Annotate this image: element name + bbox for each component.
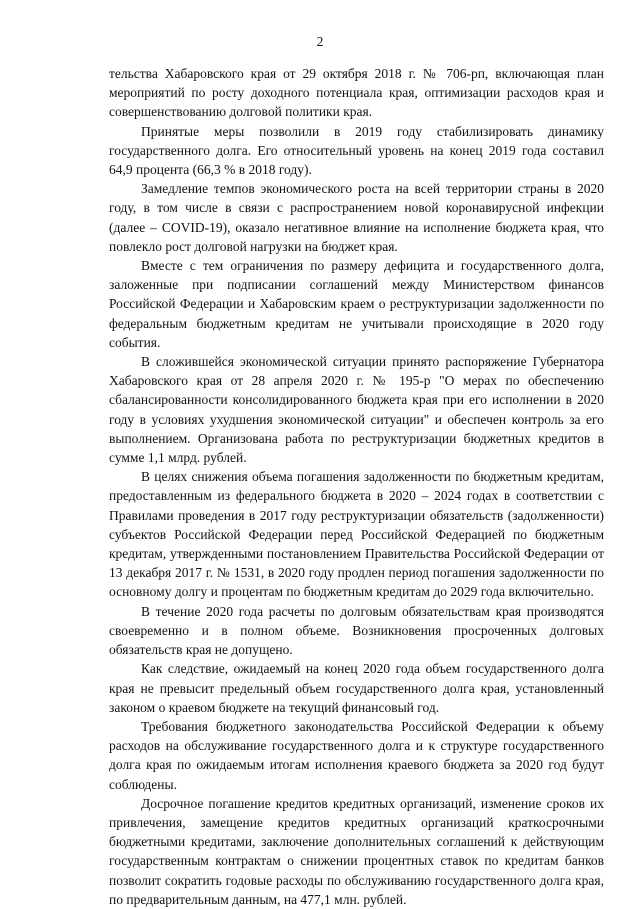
paragraph: Требования бюджетного законодательства Российской Федерации к объему расходов на обслуживание государственного долга и к структуре государственного долга края по ожидаемым итогам исполнения краевого бюджета за 2020 год будут соблюдены. <box>109 718 604 792</box>
page-number: 2 <box>316 34 324 49</box>
paragraph: Досрочное погашение кредитов кредитных организаций, изменение сроков их привлечения, замещение кредитов кредитных организаций краткосрочными бюджетными кредитами, заключение дополнительных соглашений к действующим государственным контрактам о снижении процентных ставок по кредитам банков позволит сократить годовые расходы по обслуживанию государственного долга края, по предварительным данным, на 477,1 млн. рублей. <box>109 795 604 907</box>
paragraph: В целях снижения объема погашения задолженности по бюджетным кредитам, предоставленным из федерального бюджета в 2020 – 2024 годах в соответствии с Правилами проведения в 2017 году реструктуризации обязательств (задолженности) субъектов Российской Федерации перед Российской Федерацией по бюджетным кредитам, утвержденными постановлением Правительства Российской Федерации от 13 декабря 2017 г. № 1531, в 2020 году продлен период погашения задолженности по основному долгу и процентам по бюджетным кредитам до 2029 года включительно. <box>109 469 604 600</box>
paragraph: В течение 2020 года расчеты по долговым обязательствам края производятся своевременно и в полном объеме. Возникновения просроченных долговых обязательств края не допущено. <box>109 603 604 658</box>
paragraph: Вместе с тем ограничения по размеру дефицита и государственного долга, заложенные при подписании соглашений между Министерством финансов Российской Федерации и Хабаровским краем о реструктуризации задолженности по федеральным бюджетным кредитам не учитывали происходящие в 2020 году события. <box>109 258 604 350</box>
paragraph: В сложившейся экономической ситуации принято распоряжение Губернатора Хабаровского края от 28 апреля 2020 г. № 195-р "О мерах по обеспечению сбалансированности консолидированного бюджета края при его исполнении в 2020 году в условиях ухудшения экономической ситуации" и обеспечен контроль за его выполнением. Организована работа по реструктуризации бюджетных кредитов в сумме 1,1 млрд. рублей. <box>109 354 604 466</box>
paragraph: Как следствие, ожидаемый на конец 2020 года объем государственного долга края не превысит предельный объем государственного долга края, установленный законом о краевом бюджете на текущий финансовый год. <box>109 661 604 715</box>
paragraph: Замедление темпов экономического роста на всей территории страны в 2020 году, в том числе в связи с распространением новой коронавирусной инфекции (далее – COVID-19), оказало негативное влияние на исполнение бюджета края, что повлекло рост долговой нагрузки на бюджет края. <box>109 181 604 254</box>
paragraph-continuation: тельства Хабаровского края от 29 октября 2018 г. № 706-рп, включающая план мероприятий по росту доходного потенциала края, оптимизации расходов края и совершенствованию долговой политики края. <box>109 66 604 120</box>
document-body <box>109 64 604 909</box>
paragraph: Принятые меры позволили в 2019 году стабилизировать динамику государственного долга. Его относительный уровень на конец 2019 года составил 64,9 процента (66,3 % в 2018 году). <box>109 123 604 178</box>
